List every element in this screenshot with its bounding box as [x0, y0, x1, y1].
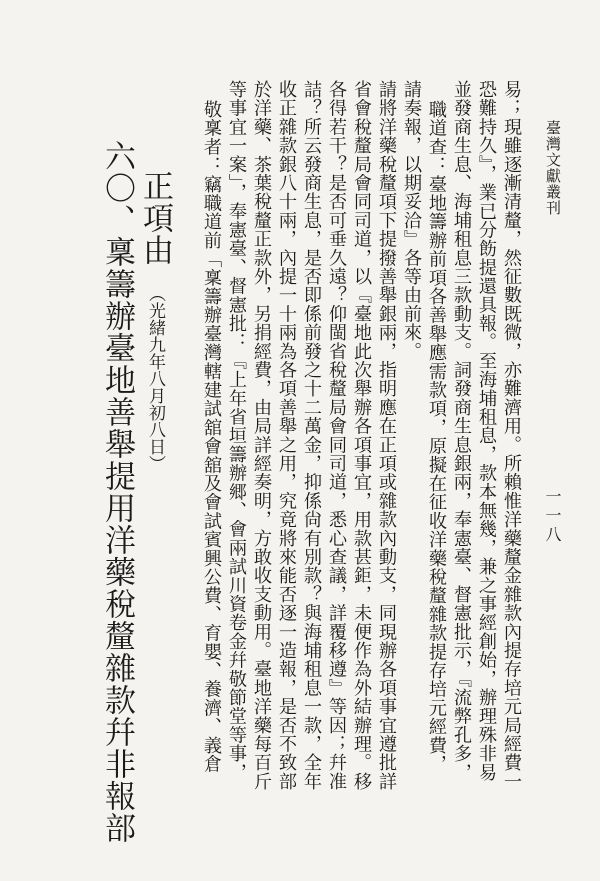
- body-column: 職道查：臺地籌辦前項各善舉應需款項，原擬在征收洋藥稅釐雜款提存培元經費，: [426, 100, 447, 774]
- page-number: 一一八: [543, 488, 562, 545]
- body-column: 恐難持久』，業已分飭提還具報。至海埔租息，款本無幾，兼之事經創始，辦理殊非易: [476, 80, 497, 782]
- body-column: 收正雜款銀八十兩，內提一十兩為各項善舉之用，究竟將來能否逐一造報，是否不致部: [276, 80, 297, 791]
- body-column: 敬稟者：竊職道前「稟籌辦臺灣轄建試舘會舘及會試賓興公費、育嬰、養濟、義倉: [201, 100, 222, 774]
- body-column: 於洋藥、茶葉稅釐正款外，另捐經費，由局詳經奏明，方敢收支動用。臺地洋藥每百斤: [251, 80, 272, 791]
- body-column: 各得若干？是否可垂久遠？仰閩省稅釐局會同司道，悉心查議，詳覆移遵』等因；幷准: [326, 80, 347, 791]
- body-column: 詰？所云發商生息，是否即係前發之十二萬金，抑係尙有別款？與海埔租息一款，全年: [301, 80, 322, 791]
- body-column: 易；現雖逐漸清釐，然征數既微，亦難濟用。所賴惟洋藥釐金雜款內提存培元局經費一: [501, 80, 522, 791]
- body-column: 省會稅釐局會同司道，以『臺地此次舉辦各項事宜，用款甚鉅，未便作為外結辦理。移: [351, 80, 372, 791]
- section-date: （光緒九年八月初八日）: [145, 285, 165, 472]
- body-column: 請將洋藥稅釐項下提撥善舉銀兩，指明應在正項或雜款內動支，同現辦各項事宜遵批詳: [376, 80, 397, 791]
- body-column: 並發商生息、海埔租息三款動支。詞發商生息銀兩，奉憲臺、督憲批示，『流弊孔多，: [451, 80, 472, 782]
- section-title-line1: 六〇、稟籌辦臺地善舉提用洋藥稅釐雜款幷非報部: [99, 140, 135, 844]
- body-column: 請奏報，以期妥洽』各等由前來。: [401, 80, 422, 361]
- section-title-line2: 正項由: [137, 170, 173, 266]
- running-head: 臺灣文獻叢刊: [544, 120, 562, 216]
- body-column: 等事宜一案」，奉憲臺、督憲批：『上年省垣籌辦郷、會兩試川資卷金幷敬節堂等事，: [226, 80, 247, 782]
